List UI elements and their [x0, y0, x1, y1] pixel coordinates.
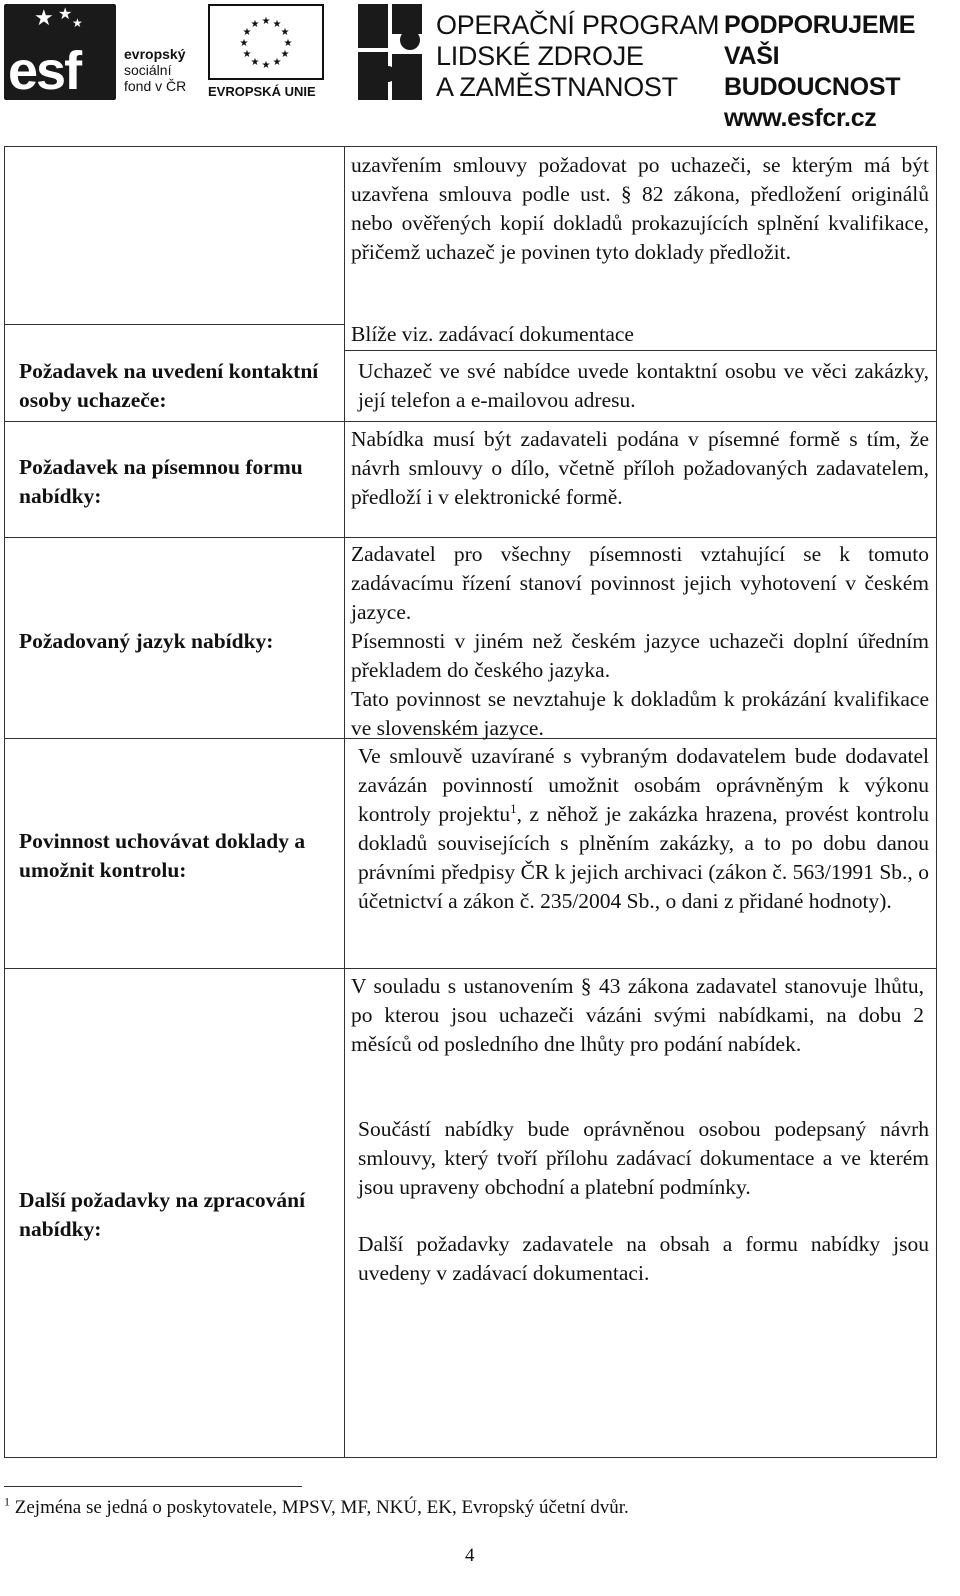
op-line: OPERAČNÍ PROGRAM — [436, 10, 720, 40]
svg-text:★: ★ — [280, 49, 290, 60]
support-slogan — [724, 10, 958, 134]
svg-text:★: ★ — [272, 57, 282, 68]
footnote-text: Zejména se jedná o poskytovatele, MPSV, MF, NKÚ, EK, Evropský účetní dvůr. — [10, 1497, 629, 1518]
esf-caption-line: evropský — [124, 46, 186, 62]
svg-text:★: ★ — [242, 49, 252, 60]
svg-text:★: ★ — [283, 38, 293, 49]
paragraph — [358, 742, 929, 916]
row-divider — [344, 350, 937, 351]
row-divider — [5, 537, 937, 538]
paragraph: Zadavatel pro všechny písemnosti vztahující se k tomuto zadávacímu řízení stanoví povinnost jejich vyhotovení v českém jazyce. — [351, 542, 929, 624]
svg-text:★: ★ — [250, 19, 260, 30]
continuation-cell — [351, 151, 929, 267]
footnote — [4, 1496, 629, 1520]
slogan-line: PODPORUJEME — [724, 11, 916, 39]
svg-text:★: ★ — [272, 19, 282, 30]
footnote-rule — [4, 1486, 302, 1487]
op-line: A ZAMĚSTNANOST — [436, 72, 678, 102]
row-divider — [5, 968, 937, 969]
esf-caption-line: sociální — [124, 62, 172, 78]
svg-text:★: ★ — [280, 27, 290, 38]
row-text-contact-person — [358, 357, 929, 415]
puzzle-person-icon — [358, 4, 424, 100]
requirements-table — [4, 146, 937, 1458]
esf-caption — [124, 46, 186, 94]
row-text-language — [351, 540, 929, 743]
row-text-written-form — [351, 425, 929, 512]
op-logo — [358, 4, 958, 132]
header-logos — [0, 0, 960, 132]
op-line: LIDSKÉ ZDROJE — [436, 41, 644, 71]
row-label-contact-person: Požadavek na uvedení kontaktní osoby uchazeče: — [19, 359, 319, 412]
paragraph: Uchazeč ve své nabídce uvede kontaktní osobu ve věci zakázky, její telefon a e-mailovou adresu. — [358, 359, 929, 412]
row-label-written-form: Požadavek na písemnou formu nabídky: — [19, 455, 303, 508]
star-icon: ★ — [72, 16, 83, 30]
eu-caption: EVROPSKÁ UNIE — [208, 84, 316, 99]
svg-text:★: ★ — [250, 57, 260, 68]
column-divider — [344, 147, 345, 1457]
row-text-binding-period — [351, 972, 924, 1059]
page-number: 4 — [465, 1545, 475, 1566]
esf-caption-line: fond v ČR — [124, 78, 187, 94]
eu-flag-icon — [208, 4, 324, 80]
row-text-other-requirements — [358, 1115, 929, 1288]
row-label-other-requirements: Další požadavky na zpracování nabídky: — [19, 1188, 306, 1241]
paragraph: Součástí nabídky bude oprávněnou osobou podepsaný návrh smlouvy, který tvoří přílohu zadávací dokumentace a ve kterém jsou upraveny obchodní a platební podmínky. — [358, 1117, 929, 1199]
reference-note: Blíže viz. zadávací dokumentace — [351, 322, 634, 346]
esf-logo — [4, 4, 200, 100]
paragraph: Nabídka musí být zadavateli podána v písemné formě s tím, že návrh smlouvy o dílo, včetně příloh požadovaných zadavatelem, předloží i v elektronické formě. — [351, 427, 929, 509]
paragraph: Další požadavky zadavatele na obsah a formu nabídky jsou uvedeny v zadávací dokumentaci. — [358, 1232, 929, 1285]
star-icon: ★ — [58, 4, 73, 23]
row-label-language: Požadovaný jazyk nabídky: — [19, 629, 274, 653]
svg-text:★: ★ — [261, 60, 271, 71]
esf-logo-mark — [4, 4, 116, 100]
paragraph: Písemnosti v jiném než českém jazyce uchazeči doplní úředním překladem do českého jazyka. — [351, 629, 929, 682]
star-icon: ★ — [34, 6, 54, 31]
svg-text:★: ★ — [242, 27, 252, 38]
esf-wordmark: esf — [8, 41, 81, 101]
eu-logo — [208, 4, 326, 100]
row-text-keep-documents — [358, 742, 929, 916]
slogan-line: VAŠI BUDOUCNOST — [724, 42, 901, 101]
footnote-ref[interactable]: 1 — [510, 800, 517, 816]
row-divider — [5, 324, 344, 325]
row-label-keep-documents: Povinnost uchovávat doklady a umožnit kontrolu: — [19, 829, 306, 882]
svg-text:★: ★ — [261, 16, 271, 27]
svg-text:★: ★ — [239, 38, 249, 49]
op-program-name — [436, 10, 719, 103]
text-segment: , z něhož je zakázka hrazena, provést kontrolu dokladů souvisejících s plněním zakázky, a to po dobu danou právními předpisy ČR k jejich archivaci (zákon č. 563/1991 Sb., o účetnictví a zákon č. 235/2004 Sb., o dani z přidané hodnoty). — [358, 802, 929, 913]
footnote-marker: 1 — [4, 1494, 10, 1509]
text-segment: Ve smlouvě uzavírané s vybraným dodavatelem bude dodavatel zavázán povinností umožnit osobám oprávněným k výkonu kontroly projektu — [358, 744, 929, 826]
website-link[interactable]: www.esfcr.cz — [724, 104, 877, 132]
paragraph: V souladu s ustanovením § 43 zákona zadavatel stanovuje lhůtu, po kterou jsou uchazeči vázáni svými nabídkami, na dobu 2 měsíců od posledního dne lhůty pro podání nabídek. — [351, 974, 924, 1056]
row-divider — [5, 421, 937, 422]
continuation-paragraph: uzavřením smlouvy požadovat po uchazeči, se kterým má být uzavřena smlouva podle ust. § 82 zákona, předložení originálů nebo ověřených kopií dokladů prokazujících splnění kvalifikace, přičemž uchazeč je povinen tyto doklady předložit. — [351, 153, 929, 264]
paragraph: Tato povinnost se nevztahuje k dokladům k prokázání kvalifikace ve slovenském jazyce. — [351, 687, 929, 740]
continuation-note — [351, 320, 929, 349]
